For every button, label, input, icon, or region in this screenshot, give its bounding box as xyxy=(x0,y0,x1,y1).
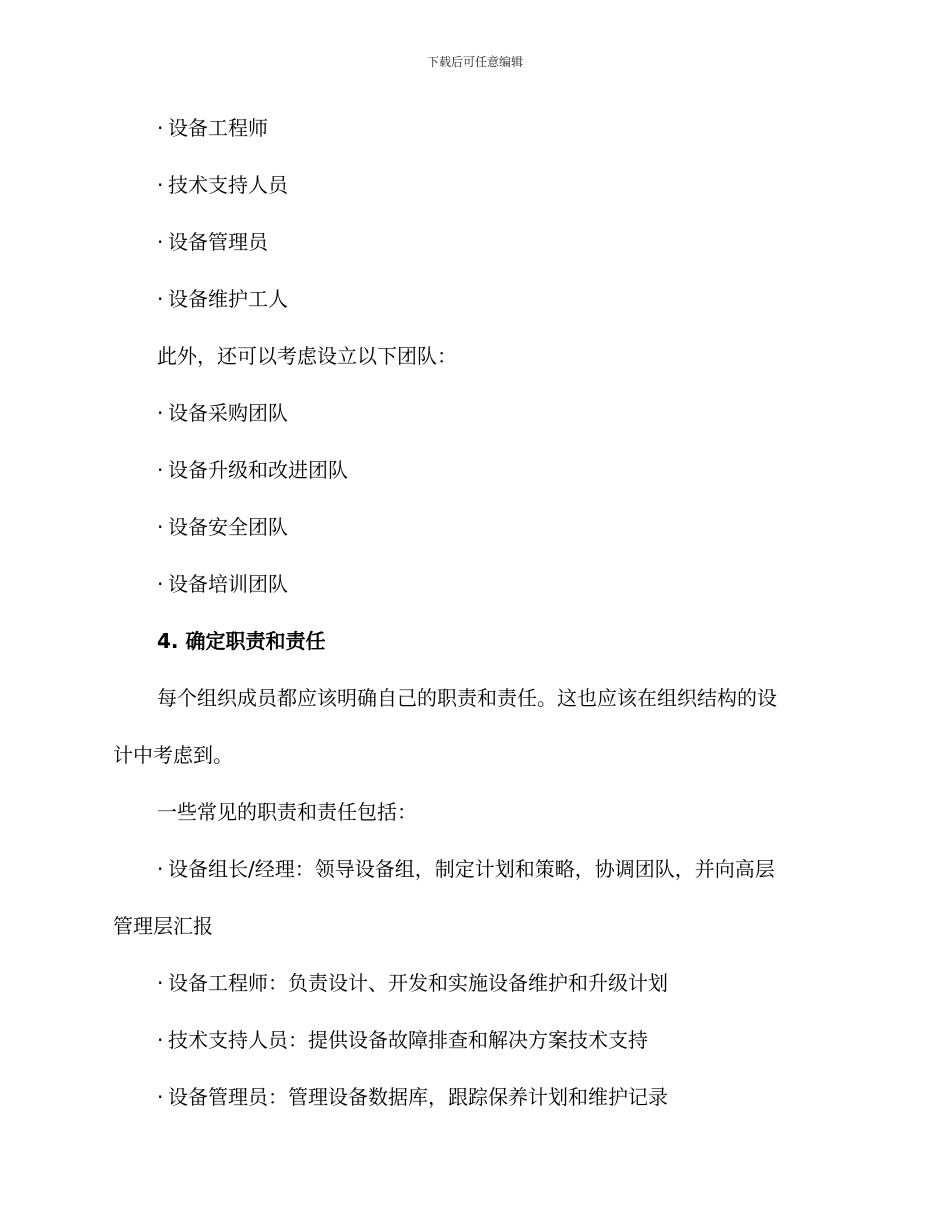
list-item-text: 设备管理员 xyxy=(168,230,268,254)
list-item xyxy=(113,1079,833,1115)
list-item xyxy=(113,851,833,944)
bullet: · xyxy=(157,857,164,881)
list-item-text: 设备维护工人 xyxy=(168,287,288,311)
list-item-text: 设备安全团队 xyxy=(168,515,288,539)
page-header: 下载后可任意编辑 xyxy=(426,55,523,69)
list-item-text: 设备工程师：负责设计、开发和实施设备维护和升级计划 xyxy=(168,971,668,995)
section-heading: 4. 确定职责和责任 xyxy=(157,629,326,653)
bullet: · xyxy=(157,458,164,482)
bullet: · xyxy=(157,173,164,197)
bullet: · xyxy=(157,230,164,254)
bullet: · xyxy=(157,515,164,539)
paragraph: 一些常见的职责和责任包括： xyxy=(157,800,417,824)
bullet: · xyxy=(157,1085,164,1109)
list-item xyxy=(113,965,833,1001)
list-item-text: 技术支持人员 xyxy=(168,173,288,197)
list-item-text: 设备培训团队 xyxy=(168,572,288,596)
paragraph-line: 管理层汇报 xyxy=(113,914,213,938)
list-item xyxy=(113,224,833,260)
bullet: · xyxy=(157,572,164,596)
list-item-text: 设备管理员：管理设备数据库，跟踪保养计划和维护记录 xyxy=(168,1085,668,1109)
list-item xyxy=(113,395,833,431)
paragraph-line: 计中考虑到。 xyxy=(113,743,233,767)
paragraph-line xyxy=(113,851,833,887)
list-item-text: 设备升级和改进团队 xyxy=(168,458,348,482)
document-body xyxy=(113,110,833,1136)
list-item-text: 设备工程师 xyxy=(168,116,268,140)
list-item xyxy=(113,167,833,203)
bullet: · xyxy=(157,971,164,995)
list-item-text: 设备组长/经理：领导设备组，制定计划和策略，协调团队，并向高层 xyxy=(168,857,775,881)
bullet: · xyxy=(157,401,164,425)
list-item-text: 设备采购团队 xyxy=(168,401,288,425)
bullet: · xyxy=(157,1028,164,1052)
list-item xyxy=(113,1022,833,1058)
teams-intro: 此外，还可以考虑设立以下团队： xyxy=(157,344,457,368)
list-item xyxy=(113,566,833,602)
bullet: · xyxy=(157,287,164,311)
list-item xyxy=(113,281,833,317)
list-item xyxy=(113,110,833,146)
bullet: · xyxy=(157,116,164,140)
paragraph-line: 每个组织成员都应该明确自己的职责和责任。这也应该在组织结构的设 xyxy=(157,686,777,710)
list-item-text: 技术支持人员：提供设备故障排查和解决方案技术支持 xyxy=(168,1028,648,1052)
list-item xyxy=(113,509,833,545)
list-item xyxy=(113,452,833,488)
paragraph xyxy=(113,680,833,773)
